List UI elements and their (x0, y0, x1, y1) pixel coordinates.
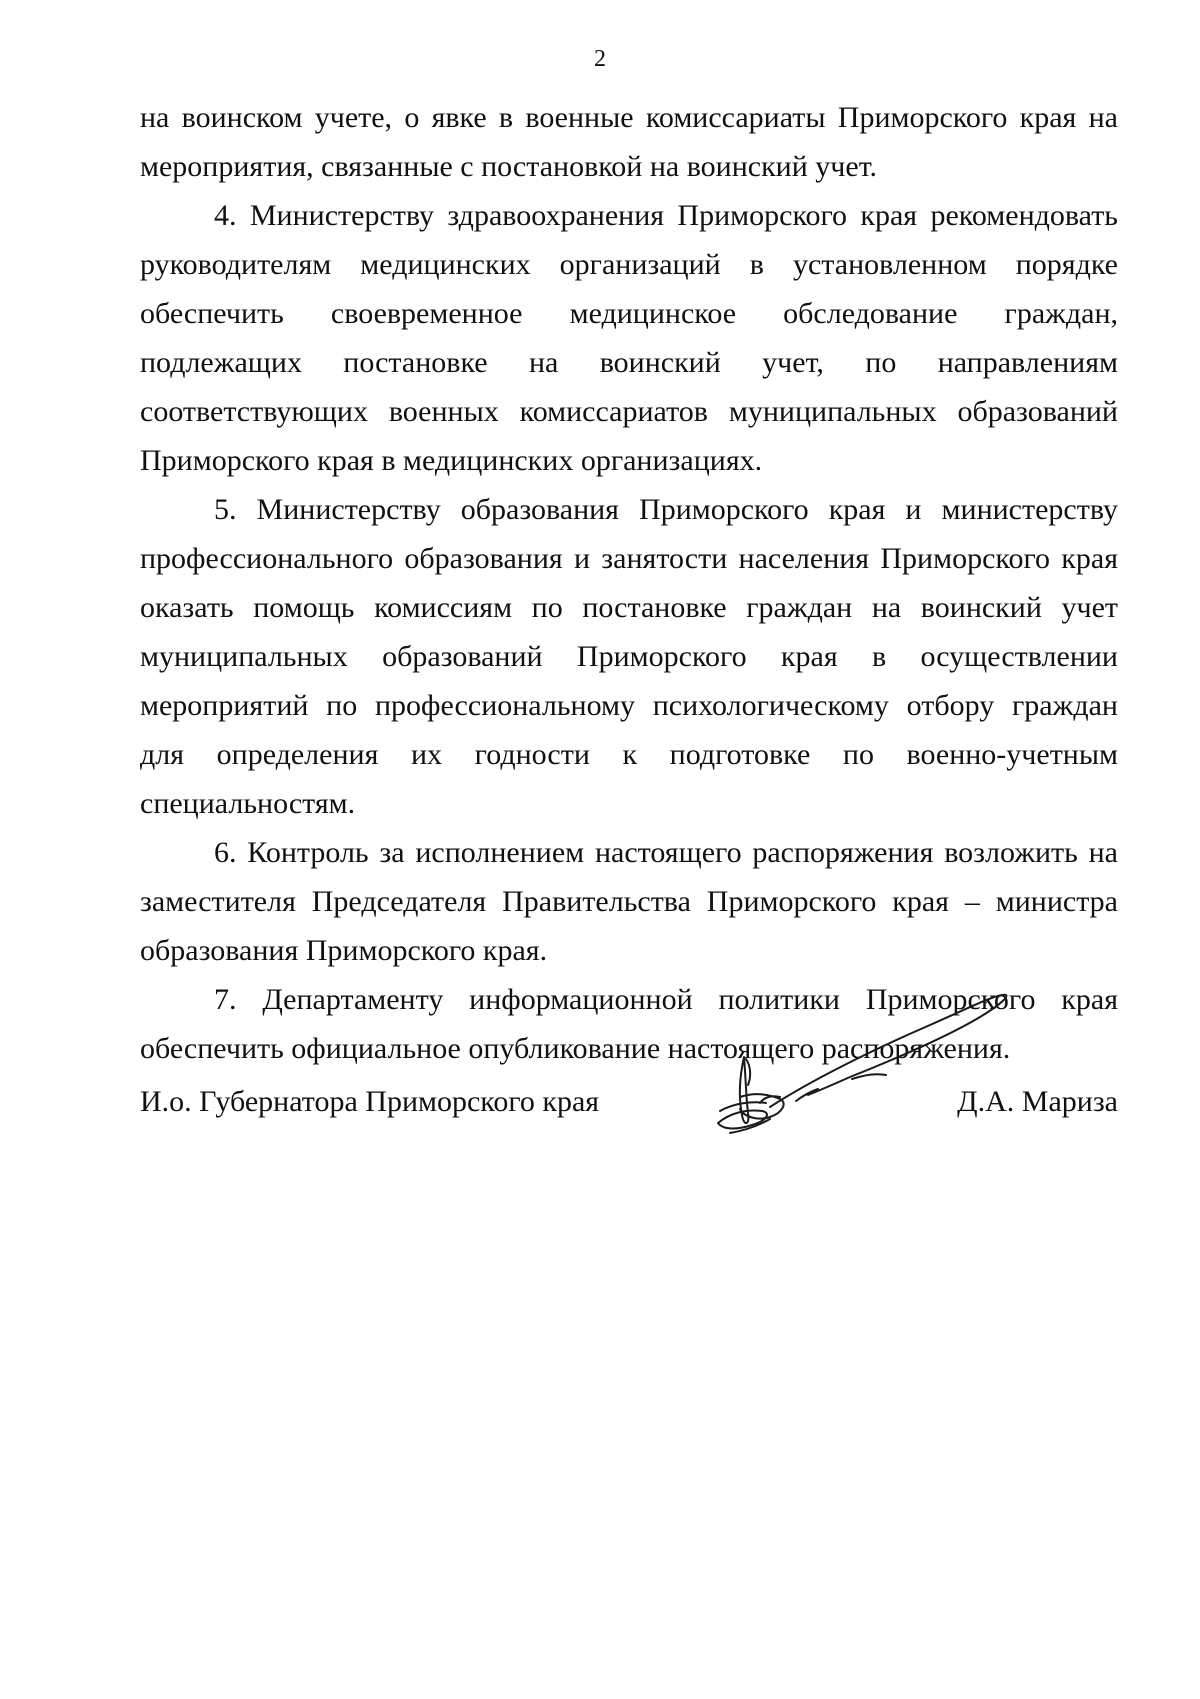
paragraph-item-4: 4. Министерству здравоохранения Приморского края рекомендовать руководителям медицинских организаций в установленном порядке обеспечить своевременное медицинское обследование граждан, подлежащих постановке на воинский учет, по направлениям соответствующих военных комиссариатов муниципальных образований Приморского края в медицинских организациях. (140, 199, 1118, 477)
paragraph-item-6: 6. Контроль за исполнением настоящего распоряжения возложить на заместителя Председателя Правительства Приморского края – министра образования Приморского края. (140, 836, 1118, 967)
signatory-title: И.о. Губернатора Приморского края (140, 1085, 600, 1118)
paragraph-continuation: на воинском учете, о явке в военные комиссариаты Приморского края на мероприятия, связанные с постановкой на воинский учет. (140, 101, 1118, 183)
paragraph-item-7: 7. Департаменту информационной политики Приморского края обеспечить официальное опубликование настоящего распоряжения. (140, 983, 1118, 1065)
document-body (140, 93, 1118, 1073)
paragraph-item-5: 5. Министерству образования Приморского края и министерству профессионального образования и занятости населения Приморского края оказать помощь комиссиям по постановке граждан на воинский учет муниципальных образований Приморского края в осуществлении мероприятий по профессиональному психологическому отбору граждан для определения их годности к подготовке по военно-учетным специальностям. (140, 493, 1118, 820)
page-number: 2 (594, 46, 606, 72)
signature-block (140, 1080, 1118, 1140)
signatory-name: Д.А. Мариза (957, 1085, 1118, 1118)
